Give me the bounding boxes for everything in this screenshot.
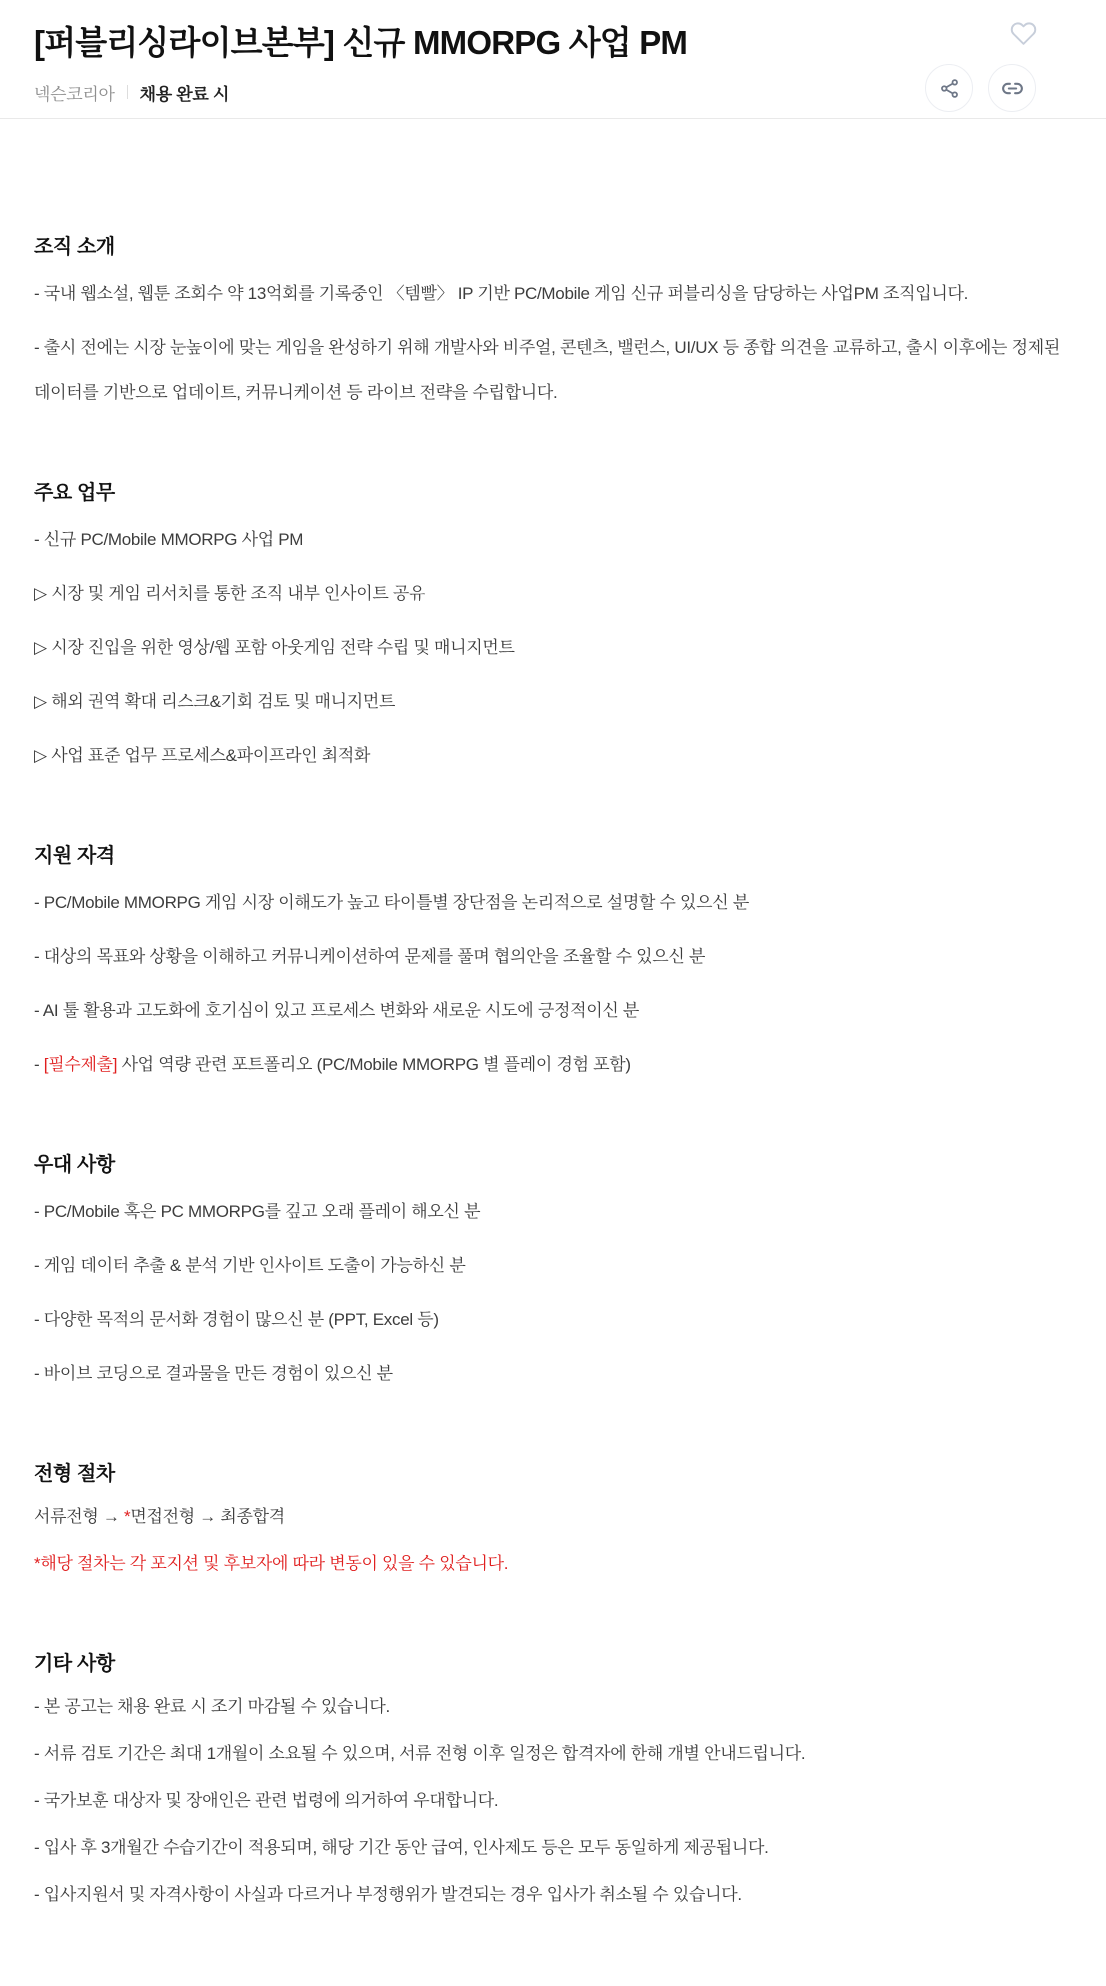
description-line xyxy=(34,1494,1072,1539)
text-segment: - PC/Mobile 혹은 PC MMORPG를 깊고 오래 플레이 해오신 분 xyxy=(34,1202,481,1221)
description-line xyxy=(34,880,1072,925)
description-line xyxy=(34,679,1072,724)
text-segment: - 국가보훈 대상자 및 장애인은 관련 법령에 의거하여 우대합니다. xyxy=(34,1791,499,1810)
description-line xyxy=(34,1684,1072,1729)
heart-icon xyxy=(1010,20,1037,47)
description-line xyxy=(34,934,1072,979)
description-line xyxy=(34,571,1072,616)
favorite-button[interactable] xyxy=(1008,18,1038,48)
section-etc xyxy=(34,1650,1072,1917)
description-line xyxy=(34,1042,1072,1087)
text-segment: - 본 공고는 채용 완료 시 조기 마감될 수 있습니다. xyxy=(34,1697,390,1716)
section-preferred xyxy=(34,1151,1072,1396)
text-segment: - 바이브 코딩으로 결과물을 만든 경험이 있으신 분 xyxy=(34,1364,393,1383)
text-segment: - 출시 전에는 시장 눈높이에 맞는 게임을 완성하기 위해 개발사와 비주얼, 콘텐츠, 밸런스, UI/UX 등 종합 의견을 교류하고, 출시 이후에는 정제된 데이터를 기반으로 업데이트, 커뮤니케이션 등 라이브 전략을 수립합니다. xyxy=(34,338,1060,402)
description-line xyxy=(34,988,1072,1033)
highlight-text: *해당 절차는 각 포지션 및 후보자에 따라 변동이 있을 수 있습니다. xyxy=(34,1554,509,1573)
text-segment: - 신규 PC/Mobile MMORPG 사업 PM xyxy=(34,530,304,549)
description-line xyxy=(34,1731,1072,1776)
job-title: [퍼블리싱라이브본부] 신규 MMORPG 사업 PM xyxy=(34,24,688,61)
text-segment: - PC/Mobile MMORPG 게임 시장 이해도가 높고 타이틀별 장단점을 논리적으로 설명할 수 있으신 분 xyxy=(34,893,749,912)
job-header xyxy=(0,0,1106,103)
section-qualifications xyxy=(34,842,1072,1087)
company-name: 넥슨코리아 xyxy=(34,84,115,104)
description-line xyxy=(34,1351,1072,1396)
text-segment: 면접전형 → 최종합격 xyxy=(130,1507,285,1526)
section-heading: 주요 업무 xyxy=(34,482,115,504)
description-line xyxy=(34,517,1072,562)
description-line xyxy=(34,1189,1072,1234)
text-segment: ▷ 사업 표준 업무 프로세스&파이프라인 최적화 xyxy=(34,746,371,765)
text-segment: ▷ 해외 권역 확대 리스크&기회 검토 및 매니지먼트 xyxy=(34,692,396,711)
section-heading: 전형 절차 xyxy=(34,1463,115,1485)
job-sections xyxy=(0,103,1106,1960)
description-line xyxy=(34,1825,1072,1870)
description-line xyxy=(34,625,1072,670)
description-line xyxy=(34,1541,1072,1586)
text-segment: ▷ 시장 진입을 위한 영상/웹 포함 아웃게임 전략 수립 및 매니지먼트 xyxy=(34,638,515,657)
text-segment: - AI 툴 활용과 고도화에 호기심이 있고 프로세스 변화와 새로운 시도에 긍정적이신 분 xyxy=(34,1001,639,1020)
text-segment: - 대상의 목표와 상황을 이해하고 커뮤니케이션하여 문제를 풀며 협의안을 조율할 수 있으신 분 xyxy=(34,947,706,966)
text-segment: - 입사 후 3개월간 수습기간이 적용되며, 해당 기간 동안 급여, 인사제도 등은 모두 동일하게 제공됩니다. xyxy=(34,1838,769,1857)
section-heading: 우대 사항 xyxy=(34,1154,115,1176)
section-heading: 조직 소개 xyxy=(34,236,115,258)
description-line xyxy=(34,1778,1072,1823)
link-icon xyxy=(1000,76,1025,101)
text-segment: 서류전형 → xyxy=(34,1507,125,1526)
description-line xyxy=(34,1297,1072,1342)
section-heading: 지원 자격 xyxy=(34,845,115,867)
copy-link-button[interactable] xyxy=(988,64,1036,112)
job-meta xyxy=(34,81,1072,103)
text-segment: - 입사지원서 및 자격사항이 사실과 다르거나 부정행위가 발견되는 경우 입사가 취소될 수 있습니다. xyxy=(34,1885,742,1904)
meta-divider xyxy=(127,85,128,99)
section-heading: 기타 사항 xyxy=(34,1653,115,1675)
text-segment: - 게임 데이터 추출 & 분석 기반 인사이트 도출이 가능하신 분 xyxy=(34,1256,466,1275)
header-actions xyxy=(925,64,1036,112)
text-segment: ▷ 시장 및 게임 리서치를 통한 조직 내부 인사이트 공유 xyxy=(34,584,426,603)
description-line xyxy=(34,271,1072,316)
section-main-duties xyxy=(34,479,1072,778)
highlight-text: [필수제출] xyxy=(43,1055,118,1074)
text-segment: - 서류 검토 기간은 최대 1개월이 소요될 수 있으며, 서류 전형 이후 일정은 합격자에 한해 개별 안내드립니다. xyxy=(34,1744,806,1763)
description-line xyxy=(34,325,1072,415)
description-line xyxy=(34,733,1072,778)
highlight-text: * xyxy=(124,1507,131,1526)
description-line xyxy=(34,1872,1072,1917)
share-icon xyxy=(939,78,960,99)
deadline-label: 채용 완료 시 xyxy=(139,84,230,104)
share-button[interactable] xyxy=(925,64,973,112)
text-segment: - xyxy=(34,1055,44,1074)
text-segment: 사업 역량 관련 포트폴리오 (PC/Mobile MMORPG 별 플레이 경험 포함) xyxy=(117,1055,631,1074)
text-segment: - 국내 웹소설, 웹툰 조회수 약 13억회를 기록중인 〈템빨〉 IP 기반 PC/Mobile 게임 신규 퍼블리싱을 담당하는 사업PM 조직입니다. xyxy=(34,284,969,303)
text-segment: - 다양한 목적의 문서화 경험이 많으신 분 (PPT, Excel 등) xyxy=(34,1310,439,1329)
section-process xyxy=(34,1460,1072,1586)
description-line xyxy=(34,1243,1072,1288)
section-org-intro xyxy=(34,233,1072,415)
header-divider xyxy=(0,118,1106,119)
